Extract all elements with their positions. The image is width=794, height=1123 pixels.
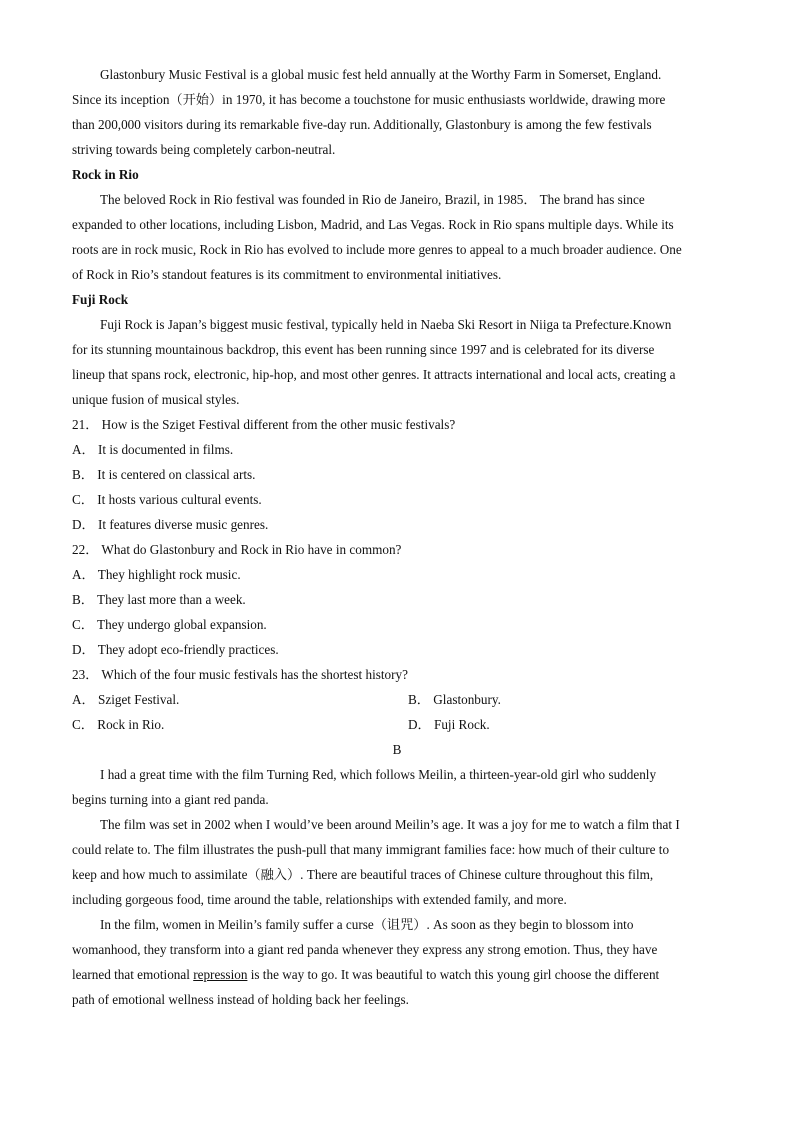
paragraph-line: unique fusion of musical styles. [72, 392, 240, 407]
text-span: learned that emotional [72, 967, 194, 982]
paragraph-line: The beloved Rock in Rio festival was founded in Rio de Janeiro, Brazil, in 1985． The brand has since [100, 192, 645, 207]
paragraph-line: striving towards being completely carbon-neutral. [72, 142, 336, 157]
paragraph-line: Since its inception（开始）in 1970, it has become a touchstone for music enthusiasts worldwide, drawing more [72, 92, 666, 107]
paragraph-line: The film was set in 2002 when I would’ve been around Meilin’s age. It was a joy for me to watch a film that I [100, 817, 680, 832]
answer-option: A． Sziget Festival. [72, 692, 180, 707]
fuji-rock-heading: Fuji Rock [72, 292, 129, 307]
section-b-paragraph-1 [72, 762, 722, 812]
paragraph-line: lineup that spans rock, electronic, hip-hop, and most other genres. It attracts international and local acts, creating a [72, 367, 676, 382]
paragraph-line: could relate to. The film illustrates the push-pull that many immigrant families face: how much of their culture to [72, 842, 670, 857]
paragraph-line: expanded to other locations, including Lisbon, Madrid, and Las Vegas. Rock in Rio spans multiple days. While its [72, 217, 674, 232]
paragraph-line: Fuji Rock is Japan’s biggest music festival, typically held in Naeba Ski Resort in Niiga ta Prefecture.Known [100, 317, 672, 332]
answer-option: A． It is documented in films. [72, 442, 234, 457]
paragraph-line: roots are in rock music, Rock in Rio has evolved to include more genres to appeal to a much broader audience. One [72, 242, 682, 257]
question-22 [72, 537, 722, 662]
text-span: is the way to go. It was beautiful to watch this young girl choose the different [247, 967, 660, 982]
answer-option: D． They adopt eco-friendly practices. [72, 642, 279, 657]
question-23 [72, 662, 722, 737]
rock-in-rio-heading: Rock in Rio [72, 167, 139, 182]
answer-option: B． Glastonbury. [408, 692, 501, 707]
answer-option: B． It is centered on classical arts. [72, 467, 256, 482]
paragraph-line: path of emotional wellness instead of holding back her feelings. [72, 992, 409, 1007]
fuji-rock-paragraph [72, 312, 722, 412]
paragraph-line: than 200,000 visitors during its remarkable five-day run. Additionally, Glastonbury is among the few festivals [72, 117, 652, 132]
question-stem: 22． What do Glastonbury and Rock in Rio have in common? [72, 542, 402, 557]
answer-option: D． Fuji Rock. [408, 717, 490, 732]
paragraph-line: of Rock in Rio’s standout features is its commitment to environmental initiatives. [72, 267, 502, 282]
answer-option-row [72, 712, 722, 737]
paragraph-line: begins turning into a giant red panda. [72, 792, 269, 807]
glastonbury-paragraph [72, 62, 722, 162]
question-stem: 23． Which of the four music festivals has the shortest history? [72, 667, 408, 682]
rock-in-rio-paragraph [72, 187, 722, 287]
section-b-label: B [392, 742, 402, 757]
paragraph-line: womanhood, they transform into a giant red panda whenever they express any strong emotion. Thus, they have [72, 942, 658, 957]
question-stem: 21． How is the Sziget Festival different from the other music festivals? [72, 417, 456, 432]
answer-option: C． Rock in Rio. [72, 717, 165, 732]
question-21 [72, 412, 722, 537]
underlined-word: repression [193, 967, 248, 982]
paragraph-line: including gorgeous food, time around the table, relationships with extended family, and more. [72, 892, 567, 907]
paragraph-line: keep and how much to assimilate（融入）. There are beautiful traces of Chinese culture throughout this film, [72, 867, 654, 882]
answer-option: B． They last more than a week. [72, 592, 246, 607]
answer-option: D． It features diverse music genres. [72, 517, 269, 532]
paragraph-line: In the film, women in Meilin’s family suffer a curse（诅咒）. As soon as they begin to blossom into [100, 917, 634, 932]
answer-option: A． They highlight rock music. [72, 567, 241, 582]
paragraph-line: I had a great time with the film Turning Red, which follows Meilin, a thirteen-year-old girl who suddenly [100, 767, 657, 782]
document-page [72, 62, 722, 1012]
answer-option-row [72, 687, 722, 712]
answer-option: C． They undergo global expansion. [72, 617, 267, 632]
answer-option: C． It hosts various cultural events. [72, 492, 262, 507]
paragraph-line: for its stunning mountainous backdrop, this event has been running since 1997 and is celebrated for its diverse [72, 342, 655, 357]
paragraph-line: Glastonbury Music Festival is a global music fest held annually at the Worthy Farm in Somerset, England. [100, 67, 662, 82]
section-b-paragraph-2 [72, 812, 722, 912]
section-b-paragraph-3 [72, 912, 722, 1012]
paragraph-line [72, 962, 722, 987]
